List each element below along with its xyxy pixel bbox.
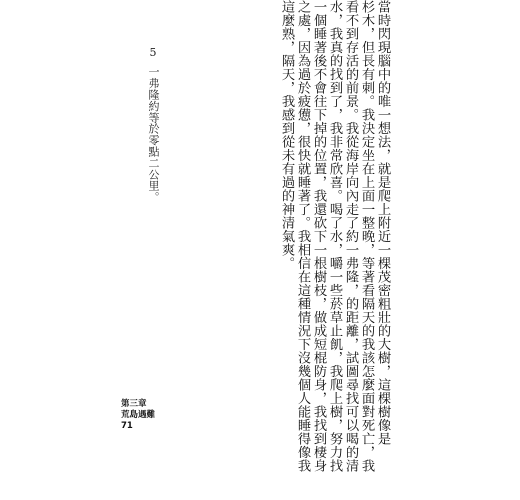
page-number: 71 bbox=[121, 421, 133, 431]
body-line: 一個睡著後不會往下掉的位置，我還砍下一根樹枝，做成短棍防身，我找到棲身 bbox=[311, 0, 326, 473]
body-line: 這麼熟，隔天，我感到從未有過的神清氣爽。 bbox=[279, 0, 294, 270]
body-line: 當時閃現腦中的唯一想法，就是爬上附近一棵茂密粗壯的大樹，這棵樹像是 bbox=[375, 0, 390, 446]
footnote-number: 5 bbox=[149, 46, 157, 59]
footer-title: 荒島遇難 bbox=[121, 410, 156, 420]
footnote-text: 一弗隆約等於零點二公里。 bbox=[147, 66, 160, 203]
running-footer bbox=[121, 399, 155, 432]
body-line: 之處，因為過於疲憊，很快就睡著了。我相信在這種情況下沒幾個人能睡得像我 bbox=[295, 0, 310, 473]
body-line: 杉木，但長有刺。我決定坐在上面一整晚，等著看隔天的我該怎麼面對死亡，我 bbox=[359, 0, 374, 473]
body-line: 看不到存活的前景。我從海岸向內走了約一弗隆，的距離，試圖尋找可以喝的清 bbox=[343, 0, 358, 473]
footer-chapter: 第三章 bbox=[121, 399, 147, 409]
body-line: 水，我真的找到了，我非常欣喜。喝了水，嚼一些菸草止飢，我爬上樹，努力找 bbox=[327, 0, 342, 473]
